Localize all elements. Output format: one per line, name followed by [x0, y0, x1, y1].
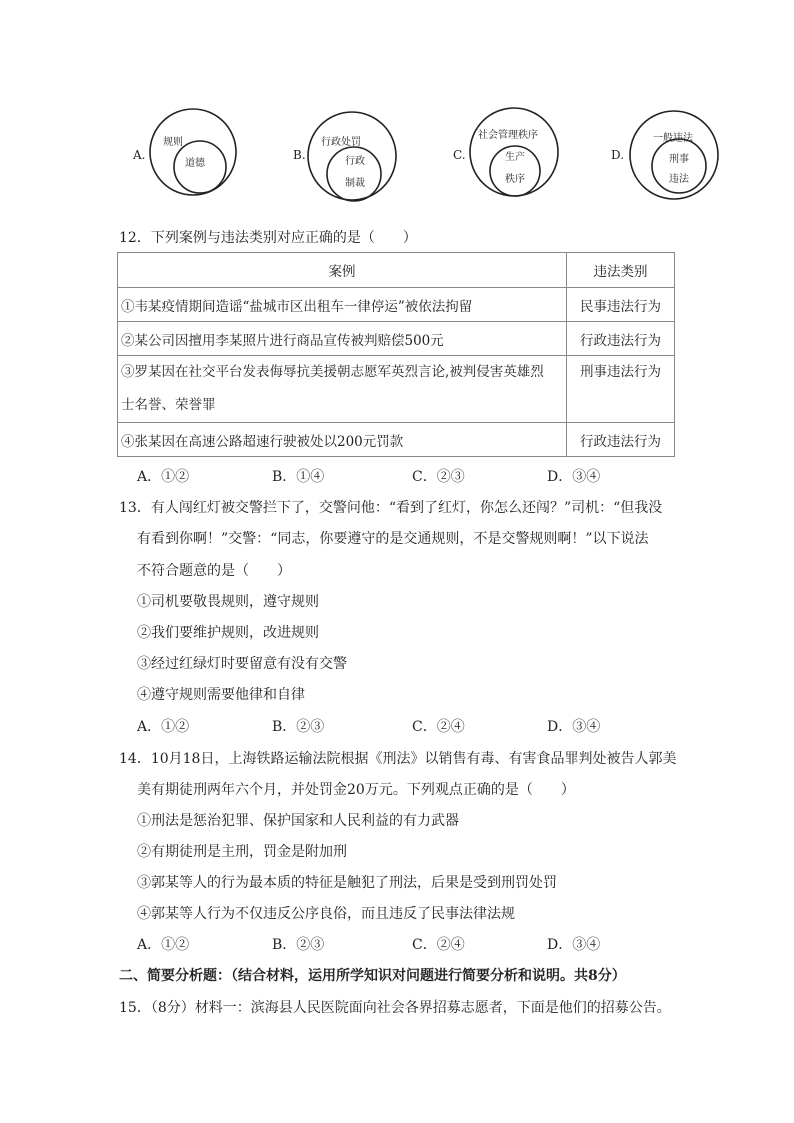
question-13-item: ②我们要维护规则，改进规则: [137, 625, 319, 641]
nested-circles-diagram: [293, 108, 403, 204]
type-cell: 民事违法行为: [567, 288, 675, 322]
header-case: 案例: [118, 253, 567, 288]
inner-label: 生产: [505, 152, 525, 163]
case-cell: ④张某因在高速公路超速行驶被处以200元罚款: [118, 423, 567, 457]
question-13-line-1: 13．有人闯红灯被交警拦下了，交警问他：“看到了红灯，你怎么还闯？”司机：“但我没: [119, 500, 663, 516]
choice-d[interactable]: D．③④: [547, 937, 601, 953]
outer-label: 规则: [163, 137, 183, 148]
question-13-item: ③经过红绿灯时要留意有没有交警: [137, 656, 347, 672]
section-2-heading: 二、简要分析题：（结合材料，运用所学知识对问题进行简要分析和说明。共8分）: [119, 968, 626, 984]
type-cell: 行政违法行为: [567, 423, 675, 457]
table-row: [118, 288, 675, 322]
question-14-item: ②有期徒刑是主刑，罚金是附加刑: [137, 844, 347, 860]
table-row: [118, 423, 675, 457]
type-cell: 刑事违法行为: [567, 356, 675, 423]
nested-circles-diagram: [611, 108, 721, 204]
choice-d[interactable]: D．③④: [547, 719, 601, 735]
diagram-option-a: [133, 108, 243, 204]
table-header-row: [118, 253, 675, 288]
choice-b[interactable]: B．②③: [272, 719, 325, 735]
choice-b[interactable]: B．②③: [272, 937, 325, 953]
inner-label-2: 制裁: [345, 178, 365, 189]
nested-circles-diagram: [453, 108, 563, 204]
outer-label: 社会管理秩序: [478, 130, 538, 141]
choice-c[interactable]: C．②③: [412, 469, 465, 485]
question-13-item: ①司机要敬畏规则，遵守规则: [137, 594, 319, 610]
inner-label: 刑事: [669, 154, 689, 165]
question-15-stem: 15．（8分）材料一：滨海县人民医院面向社会各界招募志愿者，下面是他们的招募公告。: [119, 1000, 671, 1016]
inner-label-2: 违法: [669, 174, 689, 185]
outer-label: 行政处罚: [321, 137, 361, 148]
choice-d[interactable]: D．③④: [547, 469, 601, 485]
type-cell: 行政违法行为: [567, 322, 675, 356]
nested-circles-diagram: [133, 108, 243, 204]
case-line-1: ③罗某因在社交平台发表侮辱抗美援朝志愿军英烈言论,被判侵害英雄烈: [121, 364, 544, 380]
question-12-stem: 12．下列案例与违法类别对应正确的是（ ）: [119, 230, 417, 246]
table-row: [118, 322, 675, 356]
question-14-item: ①刑法是惩治犯罪、保护国家和人民利益的有力武器: [137, 813, 459, 829]
case-cell: [118, 356, 567, 423]
cases-table: [117, 252, 675, 457]
outer-label: 一般违法: [653, 133, 693, 144]
choice-a[interactable]: A．①②: [137, 937, 190, 953]
case-line-2: 士名誉、荣誉罪: [121, 397, 216, 413]
diagram-option-d: [611, 108, 721, 204]
diagram-letter: D.: [611, 148, 625, 162]
choice-a[interactable]: A．①②: [137, 469, 190, 485]
inner-label: 道德: [185, 158, 205, 169]
diagram-option-c: [453, 108, 563, 204]
diagram-letter: B.: [293, 148, 306, 162]
diagram-letter: A.: [133, 148, 146, 162]
choice-c[interactable]: C．②④: [412, 937, 465, 953]
question-13-line-2: 有看到你啊！”交警：“同志，你要遵守的是交通规则，不是交警规则啊！”以下说法: [137, 531, 649, 547]
question-14-item: ④郭某等人行为不仅违反公序良俗，而且违反了民事法律法规: [137, 906, 515, 922]
choice-a[interactable]: A．①②: [137, 719, 190, 735]
choice-c[interactable]: C．②④: [412, 719, 465, 735]
header-type: 违法类别: [567, 253, 675, 288]
question-13-line-3: 不符合题意的是（ ）: [137, 563, 291, 579]
choice-b[interactable]: B．①④: [272, 469, 325, 485]
diagram-letter: C.: [453, 148, 466, 162]
inner-label-2: 秩序: [505, 174, 525, 185]
table-row: [118, 356, 675, 423]
diagram-option-b: [293, 108, 403, 204]
inner-label: 行政: [345, 156, 365, 167]
case-cell: ①韦某疫情期间造谣“盐城市区出租车一律停运”被依法拘留: [118, 288, 567, 322]
question-14-line-2: 美有期徒刑两年六个月，并处罚金20万元。下列观点正确的是（ ）: [137, 782, 575, 798]
question-13-item: ④遵守规则需要他律和自律: [137, 687, 305, 703]
case-cell: ②某公司因擅用李某照片进行商品宣传被判赔偿500元: [118, 322, 567, 356]
question-14-item: ③郭某等人的行为最本质的特征是触犯了刑法，后果是受到刑罚处罚: [137, 875, 557, 891]
question-14-line-1: 14．10月18日，上海铁路运输法院根据《刑法》以销售有毒、有害食品罪判处被告人郭美: [119, 751, 677, 767]
